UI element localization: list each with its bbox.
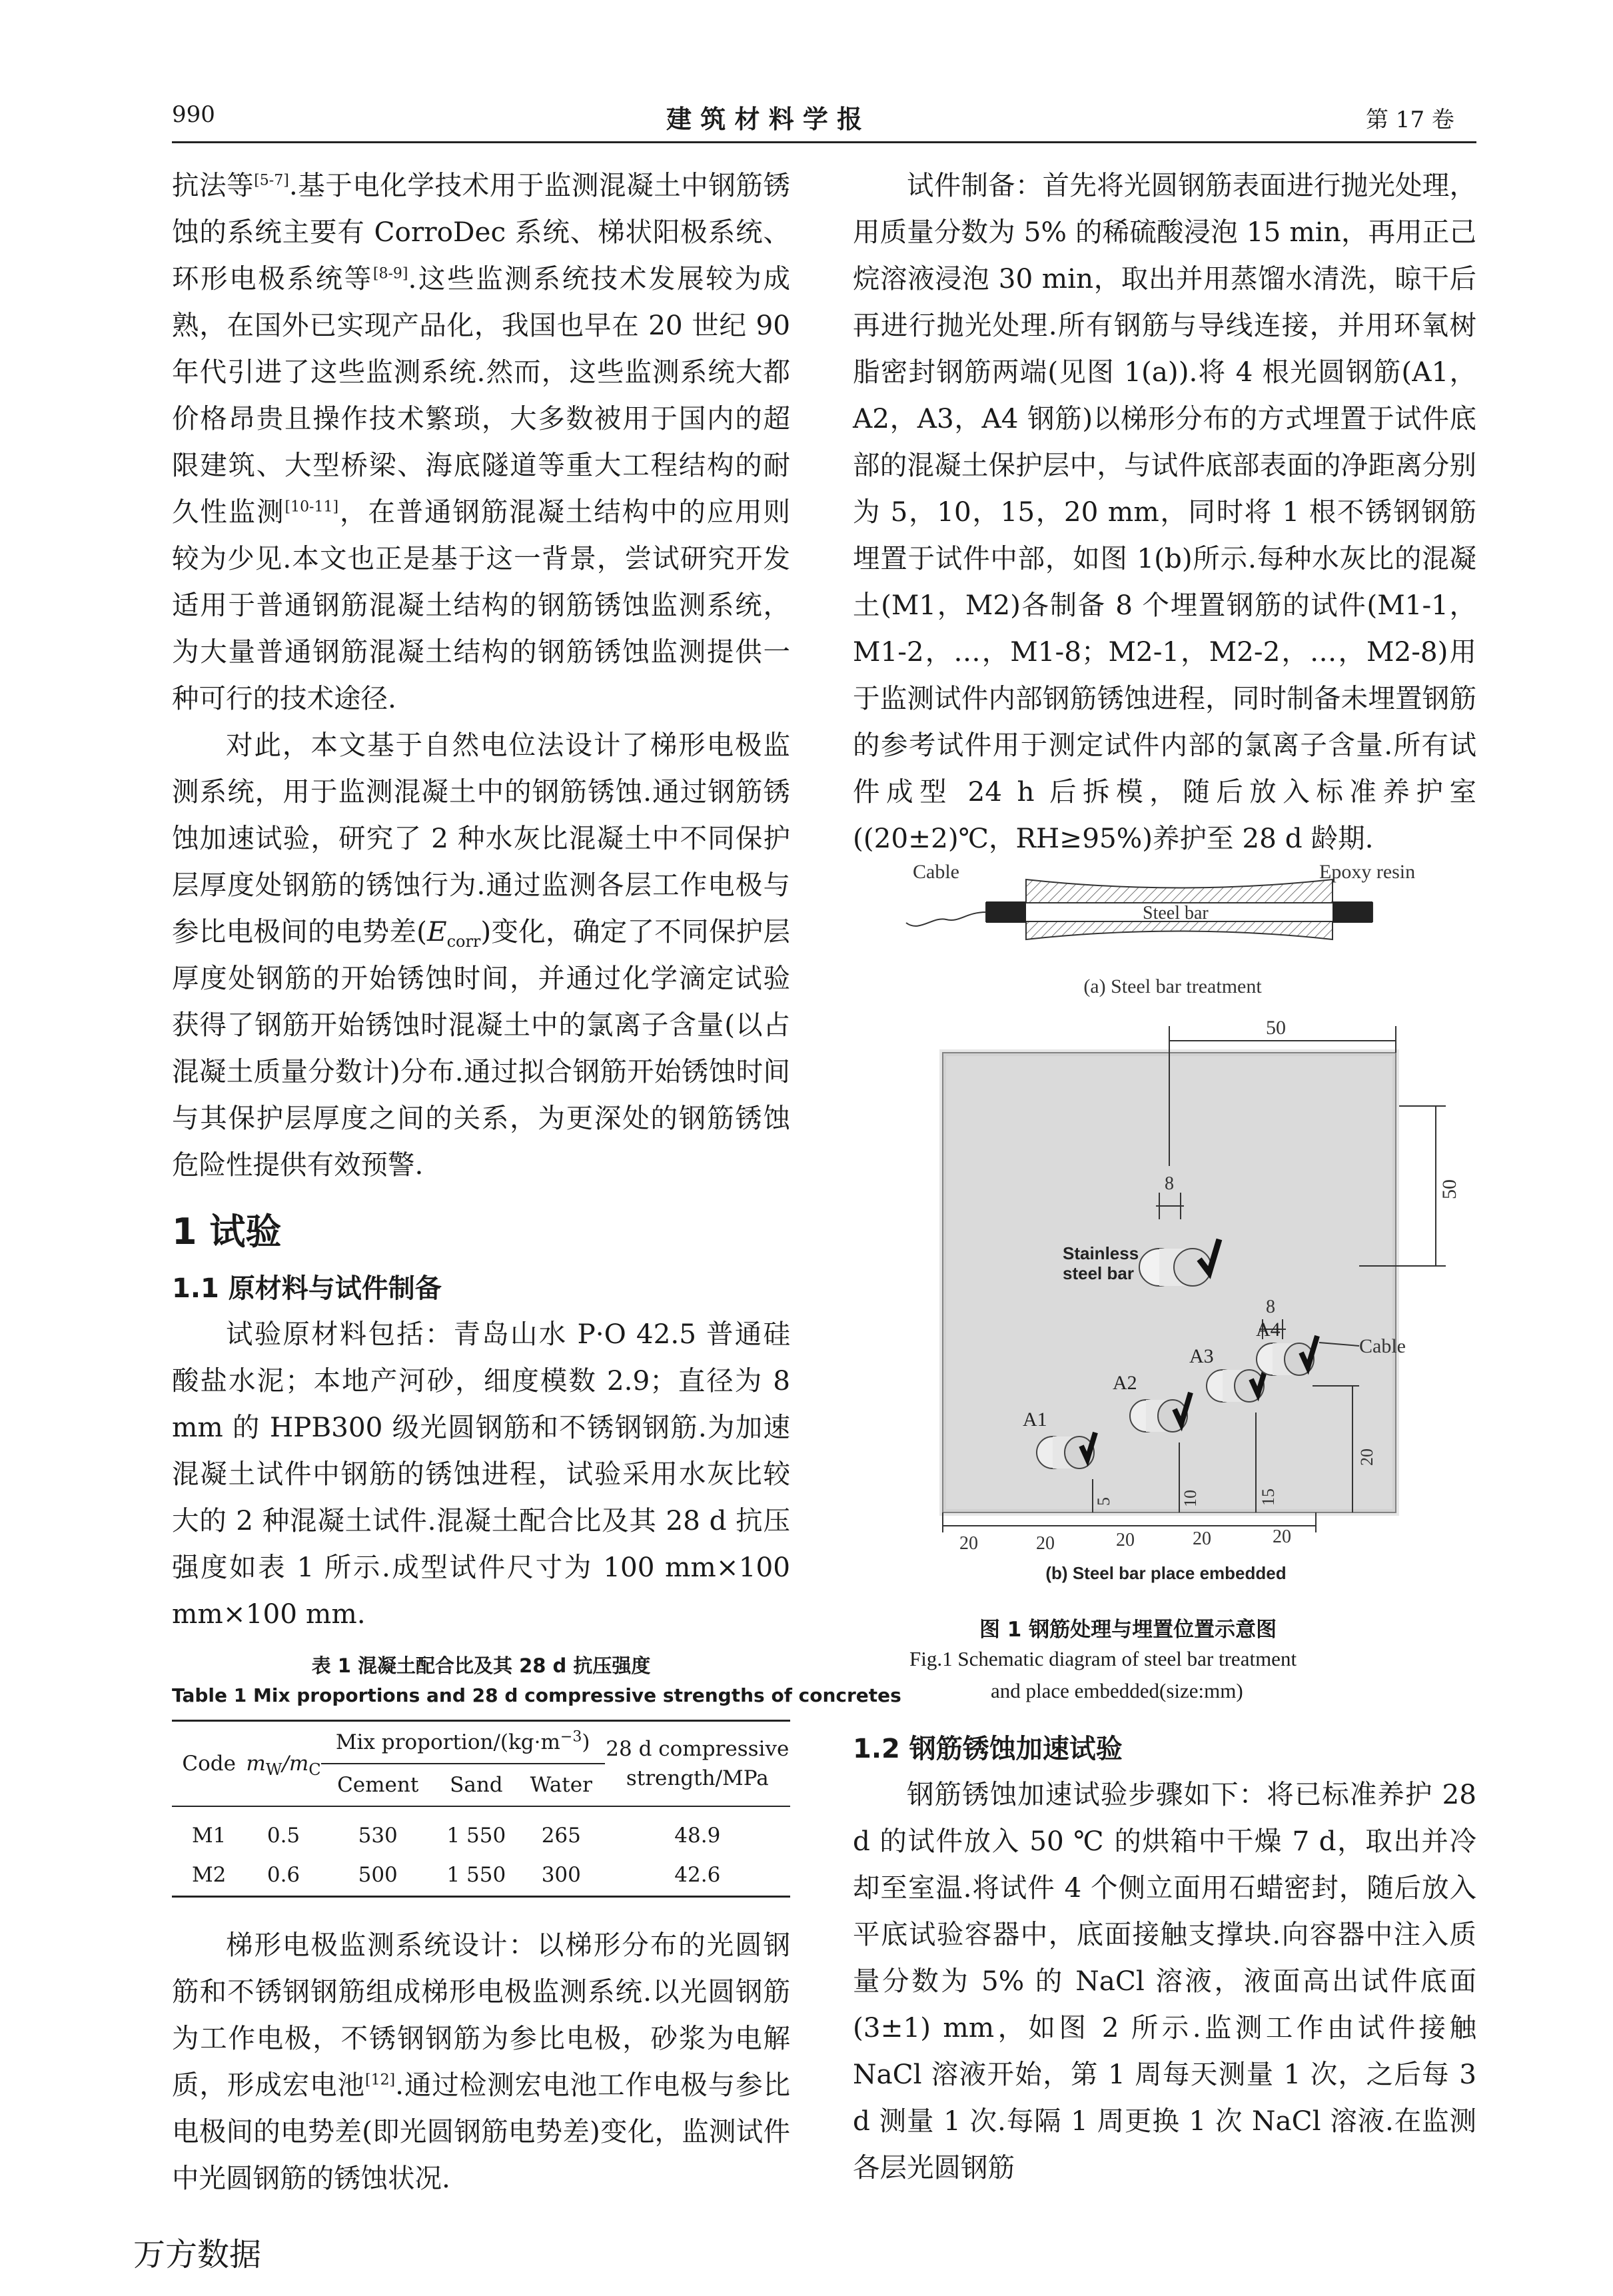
cable-label-b: Cable: [1359, 1335, 1406, 1357]
dim-15: 15: [1259, 1488, 1278, 1506]
stainless-label-1: Stainless: [1063, 1243, 1139, 1263]
col-cement: Cement: [337, 1772, 419, 1797]
table-caption-cn: 表 1 混凝土配合比及其 28 d 抗压强度: [311, 1654, 651, 1677]
dim-5: 5: [1094, 1497, 1113, 1506]
epoxy-cap-right: [1333, 901, 1372, 923]
table-row: M1 0.5 530 1 550 265 48.9: [172, 1806, 790, 1854]
paragraph: 试件制备：首先将光圆钢筋表面进行抛光处理，用质量分数为 5% 的稀硫酸浸泡 15 min，再用正己烷溶液浸泡 30 min，取出并用蒸馏水清洗，晾干后再进行抛光处理.所有钢筋与导线连接，并用环氧树脂密封钢筋两端(见图 1(a)).将 4 根光圆钢筋(A1，A2，A3，A4 钢筋)以梯形分布的方式埋置于试件底部的混凝土保护层中，与试件底部表面的净距离分别为 5，10，15，20 mm，同时将 1 根不锈钢钢筋埋置于试件中部，如图 1(b)所示.每种水灰比的混凝土(M1，M2)各制备 8 个埋置钢筋的试件(M1-1，M1-2，…，M1-8；M2-1，M2-2，…，M2-8)用于监测试件内部钢筋锈蚀进程，同时制备未埋置钢筋的参考试件用于测定试件内部的氯离子含量.所有试件成型 24 h 后拆模，随后放入标准养护室((20±2)℃，RH≥95%)养护至 28 d 龄期.: [853, 169, 1476, 854]
label-a1: A1: [1023, 1409, 1047, 1431]
dim-bottom: 20: [1116, 1530, 1135, 1550]
citation: [10-11]: [284, 498, 339, 516]
dim-bottom: 20: [1273, 1526, 1291, 1547]
label-a2: A2: [1113, 1372, 1137, 1394]
col-code: Code: [182, 1751, 236, 1776]
right-column-top: [853, 162, 1476, 861]
dim-bottom: 20: [1193, 1528, 1211, 1549]
figure-caption-en-1: Fig.1 Schematic diagram of steel bar treatment: [909, 1647, 1297, 1670]
table-row: M2 0.6 500 1 550 300 42.6: [172, 1854, 790, 1897]
figure-caption-cn: 图 1 钢筋处理与埋置位置示意图: [979, 1618, 1277, 1642]
paragraph: 梯形电极监测系统设计：以梯形分布的光圆钢筋和不锈钢钢筋组成梯形电极监测系统.以光圆钢筋为工作电极，不锈钢钢筋为参比电极，砂浆为电解质，形成宏电池[12].通过检测宏电池工作电极与参比电极间的电势差(即光圆钢筋电势差)变化，监测试件中光圆钢筋的锈蚀状况.: [172, 1929, 790, 2194]
steel-bar-label: Steel bar: [1143, 903, 1209, 923]
label-a4: A4: [1256, 1319, 1281, 1341]
subsection-heading: 1.1 原材料与试件制备: [172, 1273, 442, 1304]
figure-1b: [893, 999, 1472, 1599]
volume-label: 第 17 卷: [1366, 107, 1454, 133]
dim-8b: 8: [1266, 1297, 1275, 1317]
paragraph: 试验原材料包括：青岛山水 P·O 42.5 普通硅酸盐水泥；本地产河砂，细度模数 2.9；直径为 8 mm 的 HPB300 级光圆钢筋和不锈钢钢筋.为加速混凝土试件中钢筋的锈蚀进程，试验采用水灰比较大的 2 种混凝土试件.混凝土配合比及其 28 d 抗压强度如表 1 所示.成型试件尺寸为 100 mm×100 mm×100 mm.: [172, 1318, 790, 1630]
mix-table: [172, 1720, 790, 1898]
left-column: [172, 162, 901, 2201]
dim-bottom: 20: [959, 1533, 978, 1554]
bar-a1: [1037, 1433, 1095, 1468]
cable-label: Cable: [913, 861, 959, 883]
col-water: Water: [530, 1772, 592, 1797]
col-mix: Mix proportion/$(kg\cdot m^{-3})$: [321, 1721, 605, 1764]
figure-1a-caption: (a) Steel bar treatment: [1083, 975, 1262, 997]
paragraph: 对此，本文基于自然电位法设计了梯形电极监测系统，用于监测混凝土中的钢筋锈蚀.通过钢筋锈蚀加速试验，研究了 2 种水灰比混凝土中不同保护层厚度处钢筋的锈蚀行为.通过监测各层工作电极与参比电极间的电势差$(E_{corr})$变化，确定了不同保护层厚度处钢筋的开始锈蚀时间，并通过化学滴定试验获得了钢筋开始锈蚀时混凝土中的氯离子含量(以占混凝土质量分数计)分布.通过拟合钢筋开始锈蚀时间与其保护层厚度之间的关系，为更深处的钢筋锈蚀危险性提供有效预警.: [172, 729, 790, 1181]
header-rule: [172, 141, 1476, 143]
subsection-heading: 1.2 钢筋锈蚀加速试验: [853, 1734, 1123, 1764]
dim-10: 10: [1181, 1490, 1200, 1507]
citation: [5-7]: [254, 172, 289, 189]
right-column-bottom: [853, 1727, 1476, 2191]
figure-1b-caption: (b) Steel bar place embedded: [1045, 1563, 1287, 1583]
journal-title: 建 筑 材 料 学 报: [666, 104, 863, 134]
page-number: 990: [172, 101, 215, 128]
col-sand: Sand: [450, 1772, 503, 1797]
epoxy-label: Epoxy resin: [1319, 861, 1416, 883]
dim-50-top: 50: [1266, 1017, 1286, 1039]
dim-bottom: 20: [1036, 1533, 1055, 1554]
cable-wire: [906, 912, 986, 926]
figure-caption-en-2: and place embedded(size:mm): [991, 1679, 1243, 1702]
watermark: 万方数据: [133, 2236, 262, 2273]
label-a3: A3: [1189, 1345, 1214, 1367]
table-caption-en: Table 1 Mix proportions and 28 d compressive strengths of concretes: [172, 1684, 901, 1706]
epoxy-cap-left: [986, 901, 1026, 923]
paragraph: 抗法等[5-7].基于电化学技术用于监测混凝土中钢筋锈蚀的系统主要有 CorroDec 系统、梯状阳极系统、环形电极系统等[8-9].这些监测系统技术发展较为成熟，在国外已实现产品化，我国也早在 20 世纪 90 年代引进了这些监测系统.然而，这些监测系统大都价格昂贵且操作技术繁琐，大多数被用于国内的超限建筑、大型桥梁、海底隧道等重大工程结构的耐久性监测[10-11]，在普通钢筋混凝土结构中的应用则较为少见.本文也正是基于这一背景，尝试研究开发适用于普通钢筋混凝土结构的钢筋锈蚀监测系统，为大量普通钢筋混凝土结构的钢筋锈蚀监测提供一种可行的技术途径.: [172, 169, 791, 714]
col-ratio: $m_W/m_C$: [246, 1751, 321, 1779]
dim-20: 20: [1357, 1448, 1376, 1466]
section-heading: 1 试验: [172, 1211, 282, 1253]
citation: [8-9]: [372, 265, 408, 283]
paragraph: 钢筋锈蚀加速试验步骤如下：将已标准养护 28 d 的试件放入 50 ℃ 的烘箱中干燥 7 d，取出并冷却至室温.将试件 4 个侧立面用石蜡密封，随后放入平底试验容器中，底面接触支撑块.向容器中注入质量分数为 5% 的 NaCl 溶液，液面高出试件底面(3±1) mm，如图 2 所示.监测工作由试件接触 NaCl 溶液开始，第 1 周每天测量 1 次，之后每 3 d 测量 1 次.每隔 1 周更换 1 次 NaCl 溶液.在监测各层光圆钢筋: [853, 1778, 1476, 2183]
dim-8a: 8: [1165, 1173, 1174, 1194]
col-strength: 28 d compressive strength/MPa: [606, 1736, 790, 1790]
citation: [12]: [364, 2071, 396, 2089]
dim-50-side: 50: [1438, 1179, 1460, 1199]
stainless-label-2: steel bar: [1063, 1263, 1134, 1283]
